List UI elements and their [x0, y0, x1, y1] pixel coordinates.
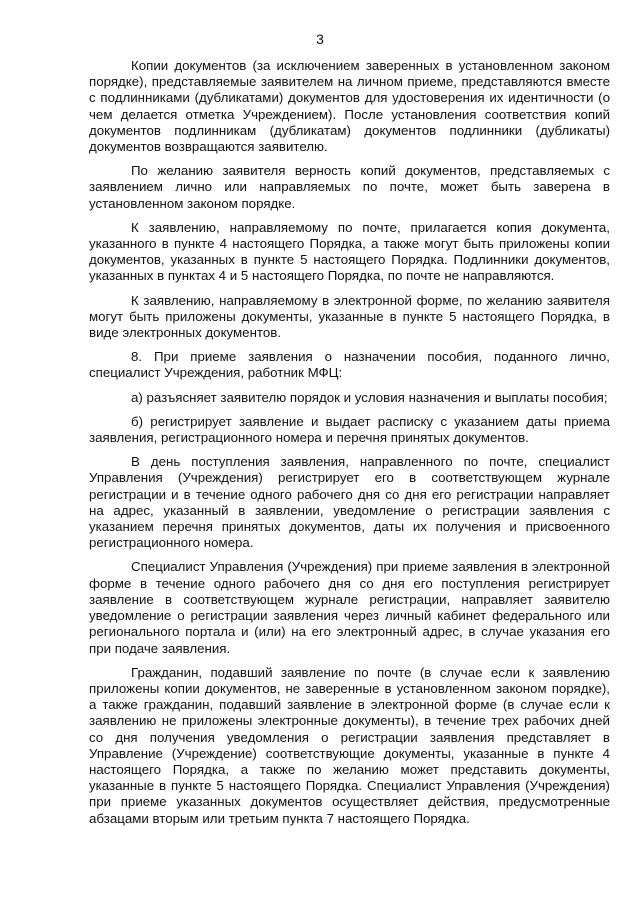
paragraph-certification-of-copies: По желанию заявителя верность копий документов, представляемых с заявлением лично или направляемых по почте, может быть заверена в установленном законом порядке. — [89, 163, 610, 211]
paragraph-citizen-documents: Гражданин, подавший заявление по почте (в случае если к заявлению приложены копии документов, не заверенные в установленном законом порядке), а также гражданин, подавший заявление в электронной форме (в случае если к заявлению не приложены электронные документы), в течение трех рабочих дней со дня получения уведомления о регистрации заявления представляет в Управление (Учреждение) соответствующие документы, указанные в пункте 4 настоящего Порядка, а также по желанию может представить документы, указанные в пункте 5 настоящего Порядка. Специалист Управления (Учреждения) при приеме указанных документов осуществляет действия, предусмотренные абзацами вторым или третьим пункта 7 настоящего Порядка. — [89, 664, 610, 826]
paragraph-copies-of-documents: Копии документов (за исключением заверенных в установленном законом порядке), представляемые заявителем на личном приеме, представляются вместе с подлинниками (дубликатами) документов для удостоверения их идентичности (о чем делается отметка Учреждением). После установления соответствия копий документов подлинникам (дубликатам) документов подлинники (дубликаты) документов возвращаются заявителю. — [89, 58, 610, 155]
document-body — [89, 58, 610, 835]
paragraph-electronic-application: К заявлению, направляемому в электронной форме, по желанию заявителя могут быть приложены документы, указанные в пункте 5 настоящего Порядка, в виде электронных документов. — [89, 292, 610, 341]
paragraph-item-b: б) регистрирует заявление и выдает расписку с указанием даты приема заявления, регистрационного номера и перечня принятых документов. — [89, 413, 610, 446]
paragraph-clause-8: 8. При приеме заявления о назначении пособия, поданного лично, специалист Учреждения, работник МФЦ: — [89, 349, 610, 381]
paragraph-postal-registration: В день поступления заявления, направленного по почте, специалист Управления (Учреждения) регистрирует его в соответствующем журнале регистрации и в течение одного рабочего дня со дня его регистрации направляет на адрес, указанный в заявлении, уведомление о регистрации заявления с указанием перечня принятых документов, даты их получения и присвоенного регистрационного номера. — [89, 454, 610, 551]
paragraph-item-a: а) разъясняет заявителю порядок и условия назначения и выплаты пособия; — [131, 389, 608, 405]
paragraph-postal-application: К заявлению, направляемому по почте, прилагается копия документа, указанного в пункте 4 настоящего Порядка, а также могут быть приложены копии документов, указанных в пункте 5 настоящего Порядка. Подлинники документов, указанных в пунктах 4 и 5 настоящего Порядка, по почте не направляются. — [89, 219, 610, 284]
paragraph-electronic-registration: Специалист Управления (Учреждения) при приеме заявления в электронной форме в течение одного рабочего дня со дня его поступления регистрирует заявление в соответствующем журнале регистрации, направляет заявителю уведомление о регистрации заявления через личный кабинет федерального или регионального портала и (или) на его электронный адрес, в случае указания его при подаче заявления. — [89, 559, 610, 656]
page-number: 3 — [316, 31, 324, 47]
